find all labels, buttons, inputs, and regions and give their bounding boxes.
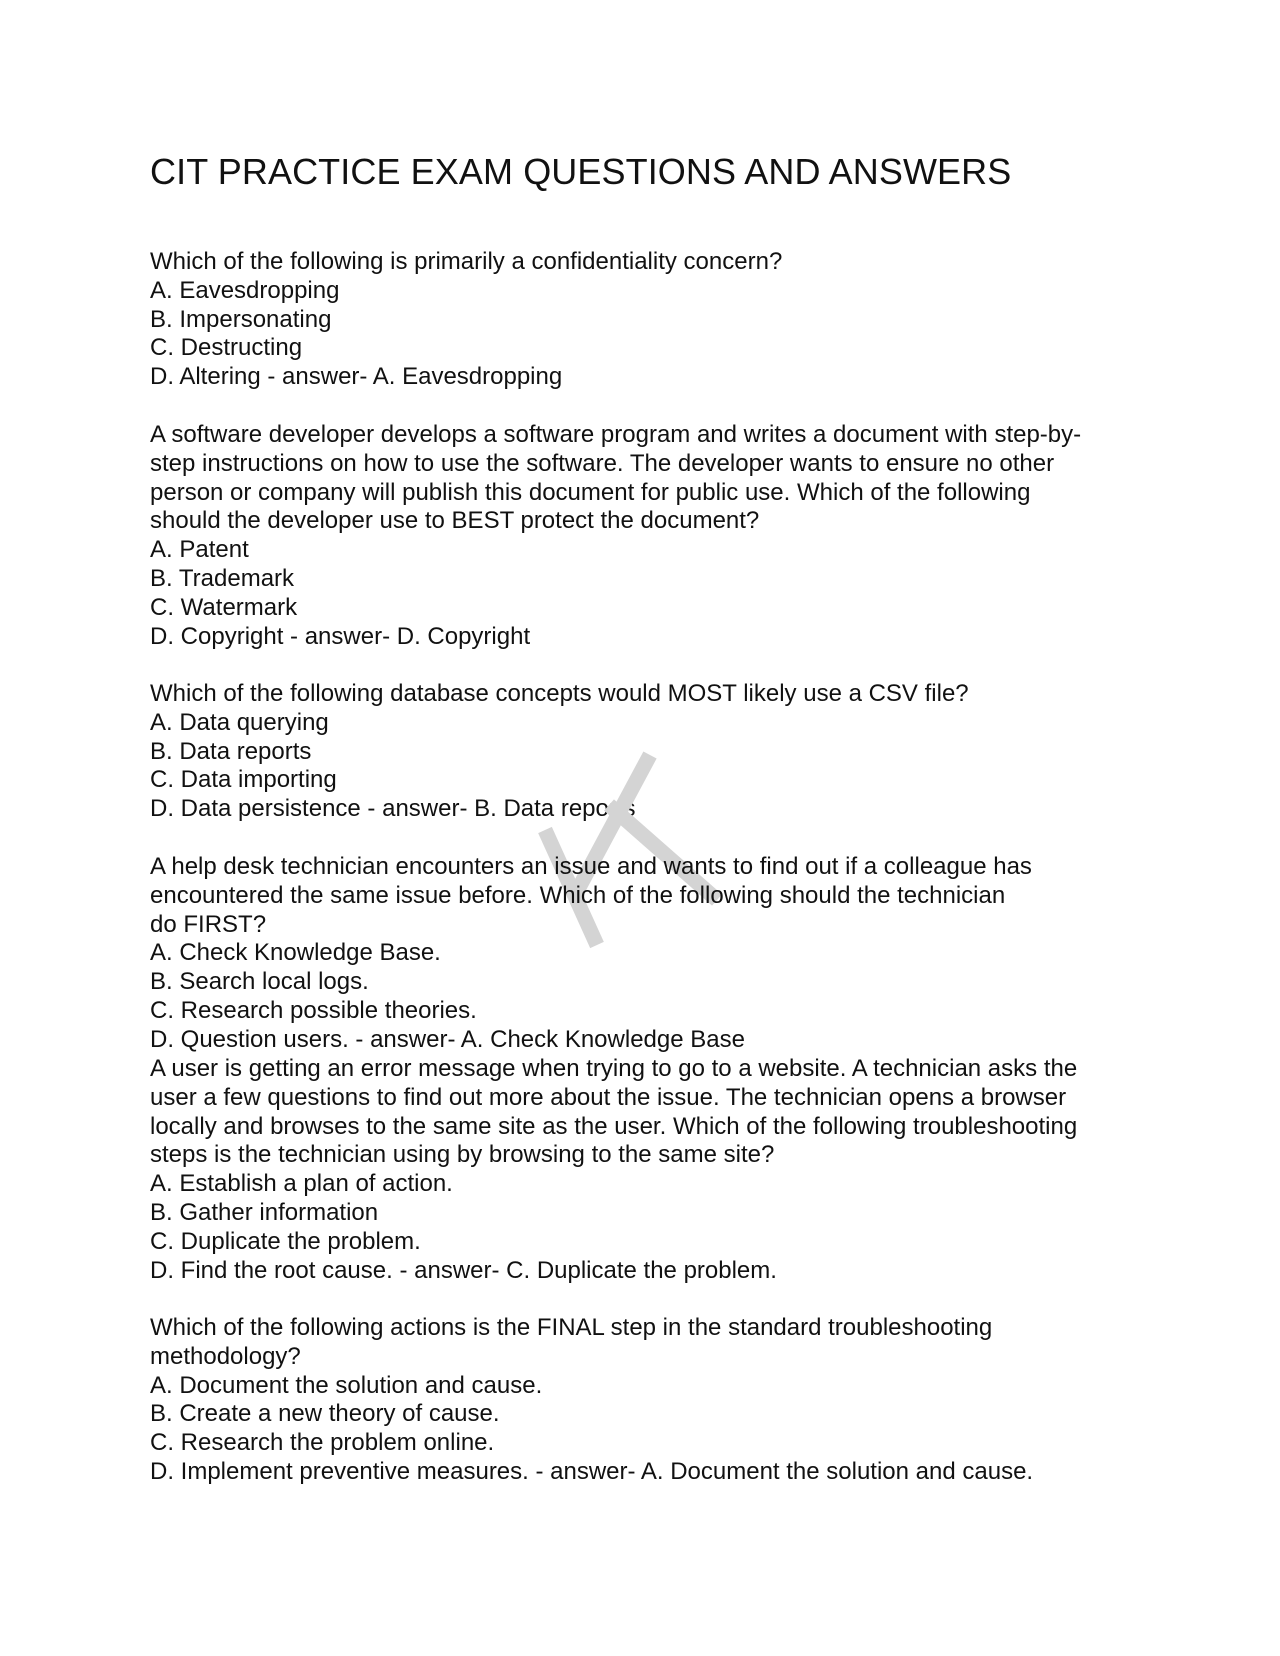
question-5-stem-line-2: user a few questions to find out more about the issue. The technician opens a browser xyxy=(150,1083,1067,1111)
question-1-option-a: A. Eavesdropping xyxy=(150,276,340,304)
question-6-option-d-answer: D. Implement preventive measures. - answer- A. Document the solution and cause. xyxy=(150,1457,1034,1485)
question-4-stem-line-2: encountered the same issue before. Which of the following should the technician xyxy=(150,881,1006,909)
question-6-option-b: B. Create a new theory of cause. xyxy=(150,1400,500,1428)
question-5-option-d-answer: D. Find the root cause. - answer- C. Duplicate the problem. xyxy=(150,1256,777,1284)
question-2-stem-line-1: A software developer develops a software program and writes a document with step-by- xyxy=(150,421,1082,448)
question-4-option-d-answer: D. Question users. - answer- A. Check Knowledge Base xyxy=(150,1025,745,1053)
question-5-stem-line-3: locally and browses to the same site as the user. Which of the following troubleshooting xyxy=(150,1112,1078,1140)
question-block-3 xyxy=(150,680,1130,824)
question-3-stem: Which of the following database concepts would MOST likely use a CSV file? xyxy=(150,680,969,707)
question-1-stem: Which of the following is primarily a confidentiality concern? xyxy=(150,248,783,275)
question-5-stem-line-1: A user is getting an error message when trying to go to a website. A technician asks the xyxy=(150,1055,1078,1082)
question-block-1 xyxy=(150,248,1130,392)
question-block-5 xyxy=(150,1055,1130,1285)
question-3-option-c: C. Data importing xyxy=(150,766,337,794)
question-block-4 xyxy=(150,853,1130,1055)
question-1-option-b: B. Impersonating xyxy=(150,305,332,333)
question-block-2 xyxy=(150,421,1130,651)
question-4-stem-line-1: A help desk technician encounters an issue and wants to find out if a colleague has xyxy=(150,853,1032,880)
question-6-stem-line-2: methodology? xyxy=(150,1342,301,1370)
question-5-option-c: C. Duplicate the problem. xyxy=(150,1227,421,1255)
question-1-option-c: C. Destructing xyxy=(150,334,303,362)
question-6-option-c: C. Research the problem online. xyxy=(150,1429,495,1457)
question-3-option-d-answer: D. Data persistence - answer- B. Data reports xyxy=(150,795,636,823)
question-3-option-a: A. Data querying xyxy=(150,708,329,736)
question-2-stem-line-3: person or company will publish this document for public use. Which of the following xyxy=(150,478,1031,506)
question-5-stem-line-4: steps is the technician using by browsing to the same site? xyxy=(150,1141,775,1169)
question-2-option-b: B. Trademark xyxy=(150,564,295,592)
question-5-option-b: B. Gather information xyxy=(150,1198,379,1226)
question-4-option-b: B. Search local logs. xyxy=(150,968,369,996)
question-3-option-b: B. Data reports xyxy=(150,737,312,765)
question-2-option-c: C. Watermark xyxy=(150,593,298,621)
question-4-option-c: C. Research possible theories. xyxy=(150,996,477,1024)
page-title: CIT PRACTICE EXAM QUESTIONS AND ANSWERS xyxy=(150,151,1012,192)
question-4-option-a: A. Check Knowledge Base. xyxy=(150,939,441,967)
question-block-6 xyxy=(150,1314,1130,1487)
question-6-option-a: A. Document the solution and cause. xyxy=(150,1371,543,1399)
question-2-stem-line-2: step instructions on how to use the software. The developer wants to ensure no other xyxy=(150,449,1055,477)
question-5-option-a: A. Establish a plan of action. xyxy=(150,1170,453,1198)
question-2-option-d-answer: D. Copyright - answer- D. Copyright xyxy=(150,622,531,650)
question-1-option-d-answer: D. Altering - answer- A. Eavesdropping xyxy=(150,363,563,391)
question-2-option-a: A. Patent xyxy=(150,536,249,564)
question-4-stem-line-3: do FIRST? xyxy=(150,910,267,938)
question-2-stem-line-4: should the developer use to BEST protect the document? xyxy=(150,507,760,535)
question-6-stem-line-1: Which of the following actions is the FINAL step in the standard troubleshooting xyxy=(150,1314,993,1341)
